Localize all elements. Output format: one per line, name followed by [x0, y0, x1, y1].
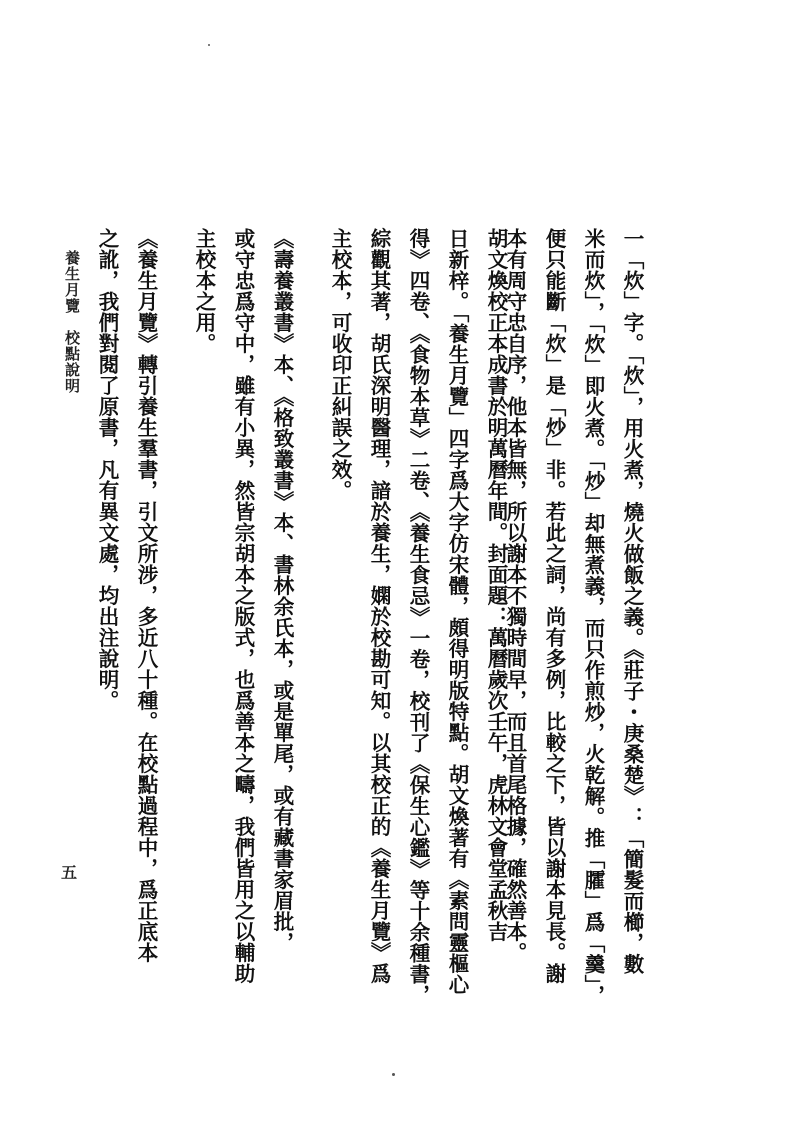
text-column-9: 主校本，可收印正糾誤之效。 [328, 228, 352, 501]
text-column-1: 一「炊」字。「炊」，用火煮，燒火做飯之義。《莊子・庚桑楚》：「簡髮而櫛，數 [620, 228, 644, 975]
text-column-6: 日新梓。「養生月覽」四字爲大字仿宋體，頗得明版特點。胡文煥著有《素問靈樞心 [445, 228, 469, 995]
text-column-4: 本有周守忠自序，他本皆無，所以謝本不獨時間早，而且首尾格據，確然善本。 [503, 228, 527, 963]
text-column-2: 米而炊」，「炊」即火煮。「炒」却無煮義，而只作煎炒，火乾解。推「臛」爲「羹」， [581, 228, 605, 1006]
scan-speck [208, 44, 210, 46]
text-column-14: 之訛，我們對閱了原書，凡有異文處，均出注說明。 [95, 228, 119, 711]
text-column-8: 綜觀其著，胡氏深明醫理，諳於養生，嫻於校勘可知。以其校正的《養生月覽》爲 [367, 228, 391, 984]
text-column-3: 便只能斷「炊」是「炒」非。若此之詞，尚有多例，比較之下，皆以謝本見長。謝 [542, 228, 566, 984]
text-column-7: 得》四卷、《食物本草》二卷、《養生食忌》一卷，校刊了《保生心鑑》等十余種書， [406, 228, 430, 1006]
text-column-12: 主校本之用。 [192, 228, 216, 354]
text-column-10-paragraph-start: 《壽養叢書》本、《格致叢書》本、書林余氏本，或是單尾，或有藏書家眉批， [270, 228, 294, 953]
running-head: 養生月覽 校點說明 [63, 250, 81, 394]
text-column-11: 或守忠爲守中，雖有小異，然皆宗胡本之版式，也爲善本之疇，我們皆用之以輔助 [231, 228, 255, 984]
scan-speck [392, 1073, 395, 1076]
text-column-13-paragraph-start: 《養生月覽》轉引養生羣書，引文所涉，多近八十種。在校點過程中，爲正底本 [134, 228, 158, 963]
text-column-5-paragraph-start: 胡文煥校正本成書於明萬曆年間。封面題：萬曆歲次壬午，虎林文會堂孟秋吉 [484, 228, 508, 942]
page-number: 五 [61, 863, 78, 882]
